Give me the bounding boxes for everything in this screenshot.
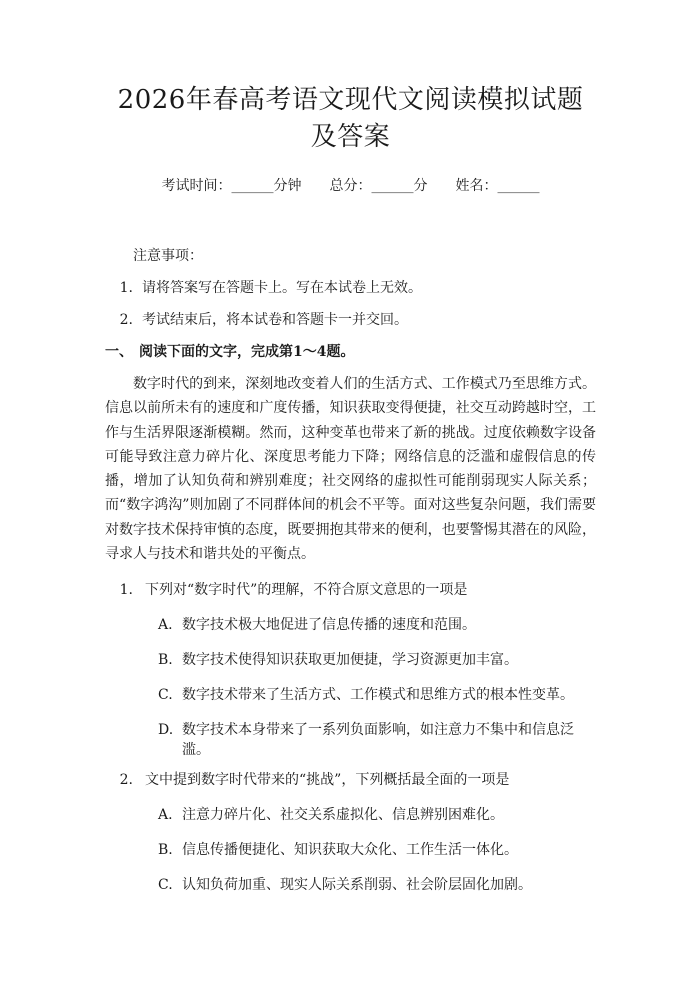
question-number: 1. — [119, 582, 133, 599]
option-text: 注意力碎片化、社交关系虚拟化、信息辨别困难化。 — [182, 807, 504, 824]
notice-item — [105, 310, 596, 330]
notice-item-number: 2. — [119, 312, 133, 328]
score-blank: ______ — [371, 178, 414, 194]
option-letter: C. — [158, 687, 173, 704]
option-letter: A. — [158, 617, 173, 634]
reading-passage: 数字时代的到来，深刻地改变着人们的生活方式、工作模式乃至思维方式。信息以前所未有的速度和广度传播，知识获取变得便捷，社交互动跨越时空，工作与生活界限逐渐模糊。然而，这种变革也带来了新的挑战。过度依赖数字设备可能导致注意力碎片化、深度思考能力下降；网络信息的泛滥和虚假信息的传播，增加了认知负荷和辨别难度；社交网络的虚拟性可能削弱现实人际关系；而“数字鸿沟”则加剧了不同群体间的机会不平等。面对这些复杂问题，我们需要对数字技术保持审慎的态度，既要拥抱其带来的便利，也要警惕其潜在的风险，寻求人与技术和谐共处的平衡点。 — [105, 376, 596, 563]
score-label: 总分： — [329, 178, 372, 194]
section-number: 一、 — [105, 344, 133, 360]
question-text: 下列对“数字时代”的理解，不符合原文意思的一项是 — [145, 582, 468, 599]
exam-page — [0, 82, 700, 987]
notice-item-number: 1. — [119, 280, 133, 296]
time-label: 考试时间： — [161, 178, 232, 194]
notice-item-text: 考试结束后，将本试卷和答题卡一并交回。 — [142, 312, 408, 328]
option-letter: C. — [158, 877, 173, 894]
exam-meta-line — [105, 176, 596, 196]
option-text: 数字技术本身带来了一系列负面影响，如注意力不集中和信息泛滥。 — [182, 722, 574, 759]
question-text: 文中提到数字时代带来的“挑战”，下列概括最全面的一项是 — [145, 772, 510, 789]
name-blank: ______ — [497, 178, 540, 194]
option-letter: B. — [158, 842, 173, 859]
notice-item — [105, 278, 596, 298]
option-text: 数字技术极大地促进了信息传播的速度和范围。 — [182, 617, 476, 634]
question-stem — [105, 580, 596, 600]
time-blank: ______ — [231, 178, 274, 194]
question-number: 2. — [119, 772, 133, 789]
answer-option — [158, 805, 596, 825]
option-text: 认知负荷加重、现实人际关系削弱、社会阶层固化加剧。 — [182, 877, 532, 894]
question-stem — [105, 770, 596, 790]
answer-option — [158, 615, 596, 635]
score-unit: 分 — [413, 178, 428, 194]
answer-option — [158, 840, 596, 860]
option-letter: A. — [158, 807, 173, 824]
option-letter: D. — [158, 722, 174, 739]
answer-option — [158, 875, 596, 895]
notice-heading: 注意事项： — [133, 248, 203, 264]
option-text: 信息传播便捷化、知识获取大众化、工作生活一体化。 — [182, 842, 518, 859]
notice-item-text: 请将答案写在答题卡上。写在本试卷上无效。 — [142, 280, 422, 296]
option-text: 数字技术带来了生活方式、工作模式和思维方式的根本性变革。 — [182, 687, 574, 704]
answer-option — [158, 720, 596, 760]
section-heading — [105, 342, 596, 362]
page-title: 2026年春高考语文现代文阅读模拟试题及答案 — [117, 85, 584, 152]
section-title: 阅读下面的文字，完成第1～4题。 — [139, 344, 355, 360]
time-unit: 分钟 — [273, 178, 302, 194]
answer-option — [158, 650, 596, 670]
name-label: 姓名： — [455, 178, 498, 194]
option-letter: B. — [158, 652, 173, 669]
answer-option — [158, 685, 596, 705]
option-text: 数字技术使得知识获取更加便捷，学习资源更加丰富。 — [182, 652, 518, 669]
